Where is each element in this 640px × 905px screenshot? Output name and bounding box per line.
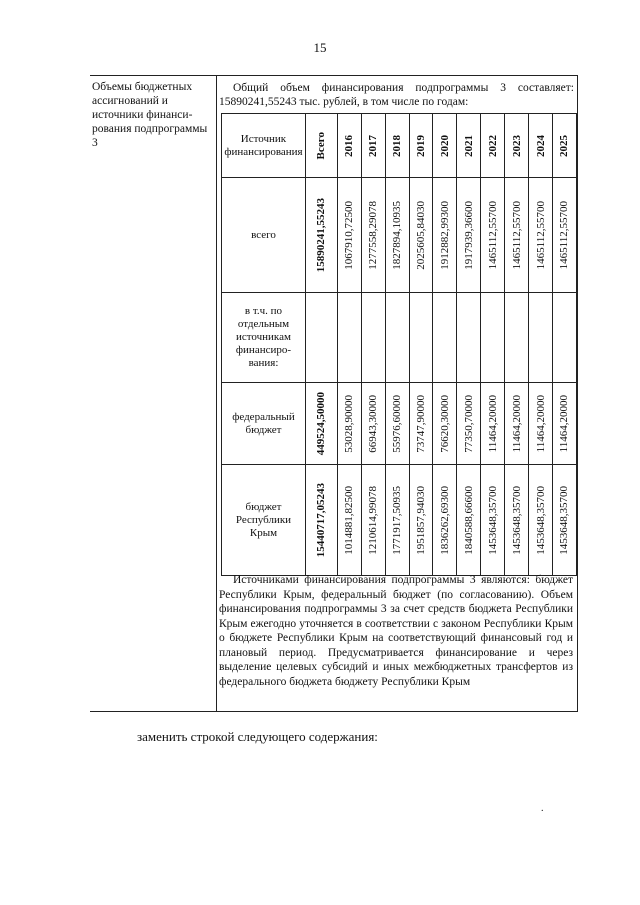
column-divider bbox=[216, 76, 217, 711]
cell bbox=[552, 465, 576, 576]
cell bbox=[305, 293, 337, 383]
cell bbox=[305, 383, 337, 465]
cell bbox=[552, 293, 576, 383]
cell bbox=[361, 293, 385, 383]
header-year-2022-text: 2022 bbox=[486, 134, 499, 157]
cell-text: 1465112,55700 bbox=[510, 200, 523, 270]
header-year-2016-text: 2016 bbox=[343, 134, 356, 157]
federal-budget-row-label: федеральный бюджет bbox=[222, 383, 306, 465]
cell bbox=[305, 178, 337, 293]
cell bbox=[481, 465, 505, 576]
cell-text: 77350,70000 bbox=[462, 394, 475, 453]
subtotal-caption-row-label: в т.ч. по отдельным источникам финансиро-вания: bbox=[222, 293, 306, 383]
cell bbox=[385, 178, 409, 293]
cell-text: 1453648,35700 bbox=[510, 485, 523, 555]
cell bbox=[481, 293, 505, 383]
cell bbox=[337, 465, 361, 576]
header-total bbox=[305, 114, 337, 178]
subprogram-funding-block bbox=[90, 75, 578, 712]
cell-text: 11464,20000 bbox=[510, 394, 523, 453]
cell bbox=[433, 178, 457, 293]
header-year-2025-text: 2025 bbox=[558, 134, 571, 157]
header-source-label: Источник финансирования bbox=[222, 114, 306, 178]
replace-instruction: заменить строкой следующего содержания: bbox=[137, 729, 378, 744]
funding-sources-note: Источниками финансирования подпрограммы 3 являются: бюджет Республики Крым, федеральный бюджет (по согласованию). Объем финансирования подпрограммы 3 за счет средств бюджета Республики Крым ежегодно уточняется в соответствии с законом Республики Крым о бюджете Республики Крым на соответствующий финансовый год и плановый период. Предусматривается финансирование и через выделение целевых субсидий и иных межбюджетных трансфертов из федерального бюджета бюджету Республики Крым bbox=[219, 574, 573, 688]
cell-text: 11464,20000 bbox=[486, 394, 499, 453]
cell bbox=[457, 293, 481, 383]
cell bbox=[505, 383, 529, 465]
cell bbox=[505, 465, 529, 576]
cell-text: 1465112,55700 bbox=[486, 200, 499, 270]
subtotal-caption-row bbox=[222, 293, 577, 383]
cell-text: 1210614,99078 bbox=[367, 485, 380, 555]
cell bbox=[481, 383, 505, 465]
crimea-budget-row-label: бюджет Республики Крым bbox=[222, 465, 306, 576]
cell-text: 1465112,55700 bbox=[534, 200, 547, 270]
cell-text: 1912882,99300 bbox=[438, 200, 451, 270]
cell-text: 1453648,35700 bbox=[558, 485, 571, 555]
left-label: Объемы бюджетных ассигнований и источники финанси-рования подпрограммы 3 bbox=[92, 81, 208, 149]
cell-text: 76620,30000 bbox=[438, 394, 451, 453]
funding-table bbox=[221, 113, 577, 576]
cell-text: 1453648,35700 bbox=[534, 485, 547, 555]
cell bbox=[409, 465, 433, 576]
cell bbox=[457, 465, 481, 576]
cell bbox=[361, 178, 385, 293]
cell-text: 73747,90000 bbox=[414, 394, 427, 453]
total-row-label: всего bbox=[222, 178, 306, 293]
cell bbox=[433, 383, 457, 465]
cell bbox=[409, 178, 433, 293]
page-number: 15 bbox=[313, 40, 327, 55]
cell-text: 1836262,69300 bbox=[438, 485, 451, 555]
intro-text: Общий объем финансирования подпрограммы 3 составляет: 15890241,55243 тыс. рублей, в том числе по годам: bbox=[219, 82, 574, 108]
cell-text: 1840588,66600 bbox=[462, 485, 475, 555]
header-year-2025 bbox=[552, 114, 576, 178]
header-year-2020 bbox=[433, 114, 457, 178]
cell bbox=[529, 383, 553, 465]
header-year-2023-text: 2023 bbox=[510, 134, 523, 157]
scan-dot: . bbox=[541, 803, 544, 814]
cell-text: 11464,20000 bbox=[534, 394, 547, 453]
cell-text: 2025605,84030 bbox=[414, 200, 427, 270]
header-year-2019-text: 2019 bbox=[414, 134, 427, 157]
header-year-2016 bbox=[337, 114, 361, 178]
cell bbox=[305, 465, 337, 576]
header-year-2023 bbox=[505, 114, 529, 178]
cell-text: 1014881,82500 bbox=[343, 485, 356, 555]
header-year-2021-text: 2021 bbox=[462, 134, 475, 157]
header-year-2018-text: 2018 bbox=[391, 134, 404, 157]
cell-text: 11464,20000 bbox=[558, 394, 571, 453]
cell bbox=[337, 293, 361, 383]
cell-text: 53028,90000 bbox=[343, 394, 356, 453]
cell-text: 15890241,55243 bbox=[315, 197, 328, 273]
cell bbox=[529, 293, 553, 383]
header-row bbox=[222, 114, 577, 178]
cell bbox=[361, 383, 385, 465]
cell bbox=[385, 293, 409, 383]
cell bbox=[337, 383, 361, 465]
cell bbox=[409, 293, 433, 383]
crimea-budget-row bbox=[222, 465, 577, 576]
cell-text: 55976,60000 bbox=[391, 394, 404, 453]
cell bbox=[385, 383, 409, 465]
cell-text: 1771917,50935 bbox=[391, 485, 404, 555]
cell-text: 1277558,29078 bbox=[367, 200, 380, 270]
cell bbox=[552, 178, 576, 293]
cell-text: 1951857,94030 bbox=[414, 485, 427, 555]
cell bbox=[552, 383, 576, 465]
header-year-2024 bbox=[529, 114, 553, 178]
header-year-2021 bbox=[457, 114, 481, 178]
cell bbox=[433, 465, 457, 576]
cell bbox=[385, 465, 409, 576]
cell bbox=[337, 178, 361, 293]
cell bbox=[505, 293, 529, 383]
cell-text: 1827894,10935 bbox=[391, 200, 404, 270]
cell-text: 66943,30000 bbox=[367, 394, 380, 453]
cell bbox=[409, 383, 433, 465]
cell bbox=[529, 178, 553, 293]
cell-text: 1917939,36600 bbox=[462, 200, 475, 270]
total-row bbox=[222, 178, 577, 293]
cell bbox=[529, 465, 553, 576]
header-year-2024-text: 2024 bbox=[534, 134, 547, 157]
federal-budget-row bbox=[222, 383, 577, 465]
cell bbox=[433, 293, 457, 383]
cell-text: 1067910,72500 bbox=[343, 200, 356, 270]
header-year-2017 bbox=[361, 114, 385, 178]
cell-text: 449524,50000 bbox=[315, 391, 328, 456]
header-year-2017-text: 2017 bbox=[367, 134, 380, 157]
cell-text: 1465112,55700 bbox=[558, 200, 571, 270]
header-year-2019 bbox=[409, 114, 433, 178]
cell bbox=[481, 178, 505, 293]
header-year-2022 bbox=[481, 114, 505, 178]
cell bbox=[361, 465, 385, 576]
cell-text: 15440717,05243 bbox=[315, 482, 328, 558]
header-total-text: Всего bbox=[315, 131, 328, 160]
cell-text: 1453648,35700 bbox=[486, 485, 499, 555]
cell bbox=[505, 178, 529, 293]
header-year-2018 bbox=[385, 114, 409, 178]
cell bbox=[457, 178, 481, 293]
header-year-2020-text: 2020 bbox=[438, 134, 451, 157]
cell bbox=[457, 383, 481, 465]
